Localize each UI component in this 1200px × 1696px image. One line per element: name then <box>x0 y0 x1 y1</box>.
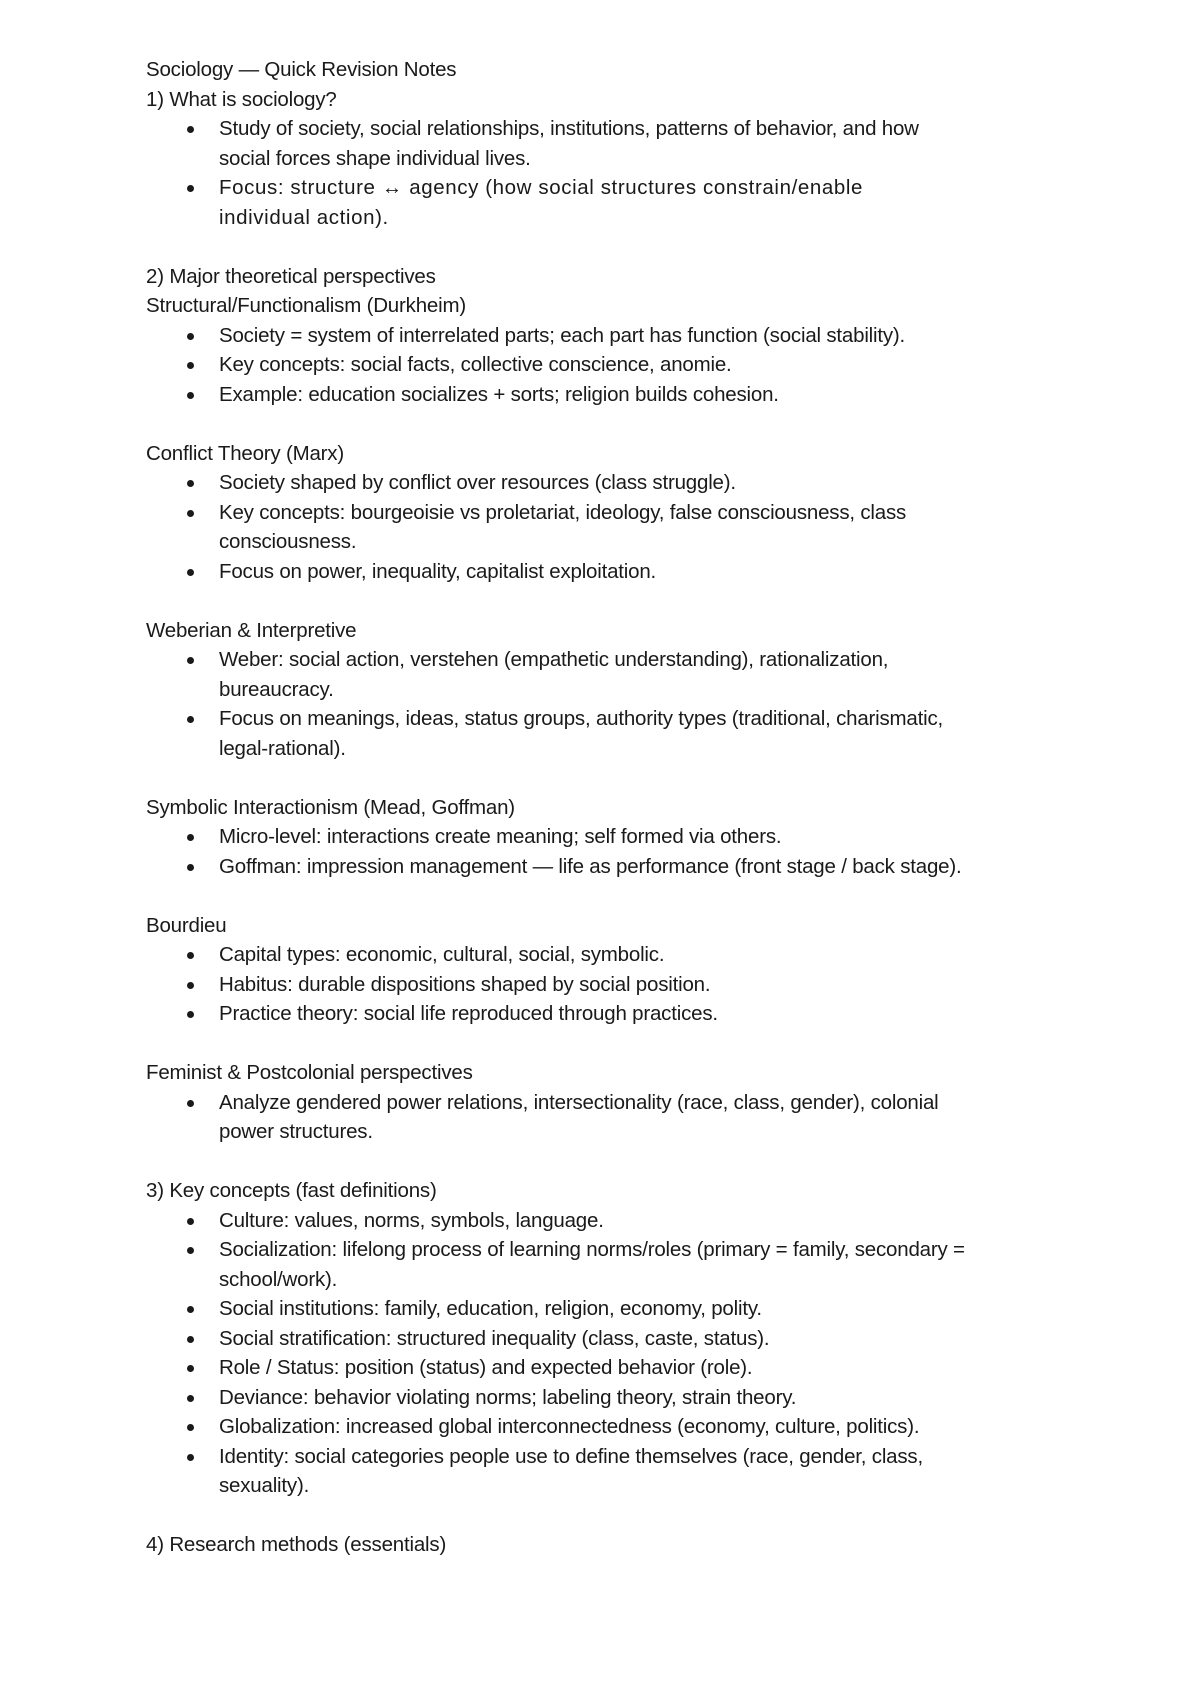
list-item: Practice theory: social life reproduced through practices. <box>146 999 1096 1029</box>
bullet-list-weberian <box>146 645 1096 763</box>
section-heading-what-is-sociology: 1) What is sociology? <box>146 87 337 111</box>
list-item: Analyze gendered power relations, intersectionality (race, class, gender), colonial power structures. <box>146 1088 1096 1147</box>
bullet-icon <box>187 834 194 841</box>
bullet-icon <box>187 1247 194 1254</box>
list-item: Deviance: behavior violating norms; labeling theory, strain theory. <box>146 1383 1096 1413</box>
bullet-icon <box>187 392 194 399</box>
list-item: Micro-level: interactions create meaning; self formed via others. <box>146 822 1096 852</box>
section-heading-research-methods: 4) Research methods (essentials) <box>146 1533 447 1556</box>
bullet-list-what-is-sociology <box>146 114 1096 232</box>
bullet-icon <box>187 333 194 340</box>
list-item: Globalization: increased global interconnectedness (economy, culture, politics). <box>146 1412 1096 1442</box>
subheading-conflict-theory: Conflict Theory (Marx) <box>146 441 344 465</box>
list-item: Socialization: lifelong process of learning norms/roles (primary = family, secondary = school/work). <box>146 1235 1096 1294</box>
bullet-icon <box>187 1336 194 1343</box>
bullet-icon <box>187 126 194 133</box>
list-item: Role / Status: position (status) and expected behavior (role). <box>146 1353 1096 1383</box>
subheading-symbolic-interactionism: Symbolic Interactionism (Mead, Goffman) <box>146 795 515 819</box>
list-item: Focus on power, inequality, capitalist exploitation. <box>146 557 1096 587</box>
bullet-icon <box>187 1306 194 1313</box>
section-heading-key-concepts: 3) Key concepts (fast definitions) <box>146 1179 437 1202</box>
bullet-icon <box>187 185 194 192</box>
bullet-list-functionalism <box>146 321 1096 410</box>
bullet-icon <box>187 952 194 959</box>
bullet-icon <box>187 1395 194 1402</box>
bullet-icon <box>187 1365 194 1372</box>
bullet-list-conflict-theory <box>146 468 1096 586</box>
bullet-icon <box>187 716 194 723</box>
list-item: Capital types: economic, cultural, social, symbolic. <box>146 940 1096 970</box>
bullet-icon <box>187 864 194 871</box>
bullet-icon <box>187 1100 194 1107</box>
document-page <box>146 55 1096 1560</box>
list-item: Key concepts: social facts, collective conscience, anomie. <box>146 350 1096 380</box>
list-item: Society shaped by conflict over resources (class struggle). <box>146 468 1096 498</box>
subheading-weberian: Weberian & Interpretive <box>146 618 357 642</box>
bullet-icon <box>187 362 194 369</box>
bullet-icon <box>187 1424 194 1431</box>
list-item: Habitus: durable dispositions shaped by social position. <box>146 970 1096 1000</box>
list-item: Key concepts: bourgeoisie vs proletariat, ideology, false consciousness, class consciousness. <box>146 498 1096 557</box>
list-item: Example: education socializes + sorts; religion builds cohesion. <box>146 380 1096 410</box>
bullet-icon <box>187 657 194 664</box>
bullet-list-feminist-postcolonial <box>146 1088 1096 1147</box>
subheading-feminist-postcolonial: Feminist & Postcolonial perspectives <box>146 1061 473 1084</box>
bullet-icon <box>187 982 194 989</box>
bullet-icon <box>187 480 194 487</box>
bullet-icon <box>187 1011 194 1018</box>
list-item: Social institutions: family, education, religion, economy, polity. <box>146 1294 1096 1324</box>
bullet-list-bourdieu <box>146 940 1096 1029</box>
list-item: Identity: social categories people use to define themselves (race, gender, class, sexuality). <box>146 1442 1096 1501</box>
bullet-list-symbolic-interactionism <box>146 822 1096 881</box>
list-item: Weber: social action, verstehen (empathetic understanding), rationalization, bureaucracy. <box>146 645 1096 704</box>
list-item: Focus: structure ↔ agency (how social structures constrain/enable individual action). <box>146 173 1096 232</box>
bullet-icon <box>187 510 194 517</box>
list-item: Society = system of interrelated parts; each part has function (social stability). <box>146 321 1096 351</box>
subheading-functionalism: Structural/Functionalism (Durkheim) <box>146 294 466 317</box>
list-item: Focus on meanings, ideas, status groups, authority types (traditional, charismatic, legal-rational). <box>146 704 1096 763</box>
bullet-icon <box>187 569 194 576</box>
list-item: Study of society, social relationships, institutions, patterns of behavior, and how social forces shape individual lives. <box>146 114 1096 173</box>
bullet-list-key-concepts <box>146 1206 1096 1501</box>
list-item: Social stratification: structured inequality (class, caste, status). <box>146 1324 1096 1354</box>
bullet-icon <box>187 1218 194 1225</box>
list-item: Culture: values, norms, symbols, language. <box>146 1206 1096 1236</box>
list-item: Goffman: impression management — life as performance (front stage / back stage). <box>146 852 1096 882</box>
subheading-bourdieu: Bourdieu <box>146 913 227 937</box>
section-heading-theoretical-perspectives: 2) Major theoretical perspectives <box>146 264 436 288</box>
document-title: Sociology — Quick Revision Notes <box>146 58 457 81</box>
bullet-icon <box>187 1454 194 1461</box>
